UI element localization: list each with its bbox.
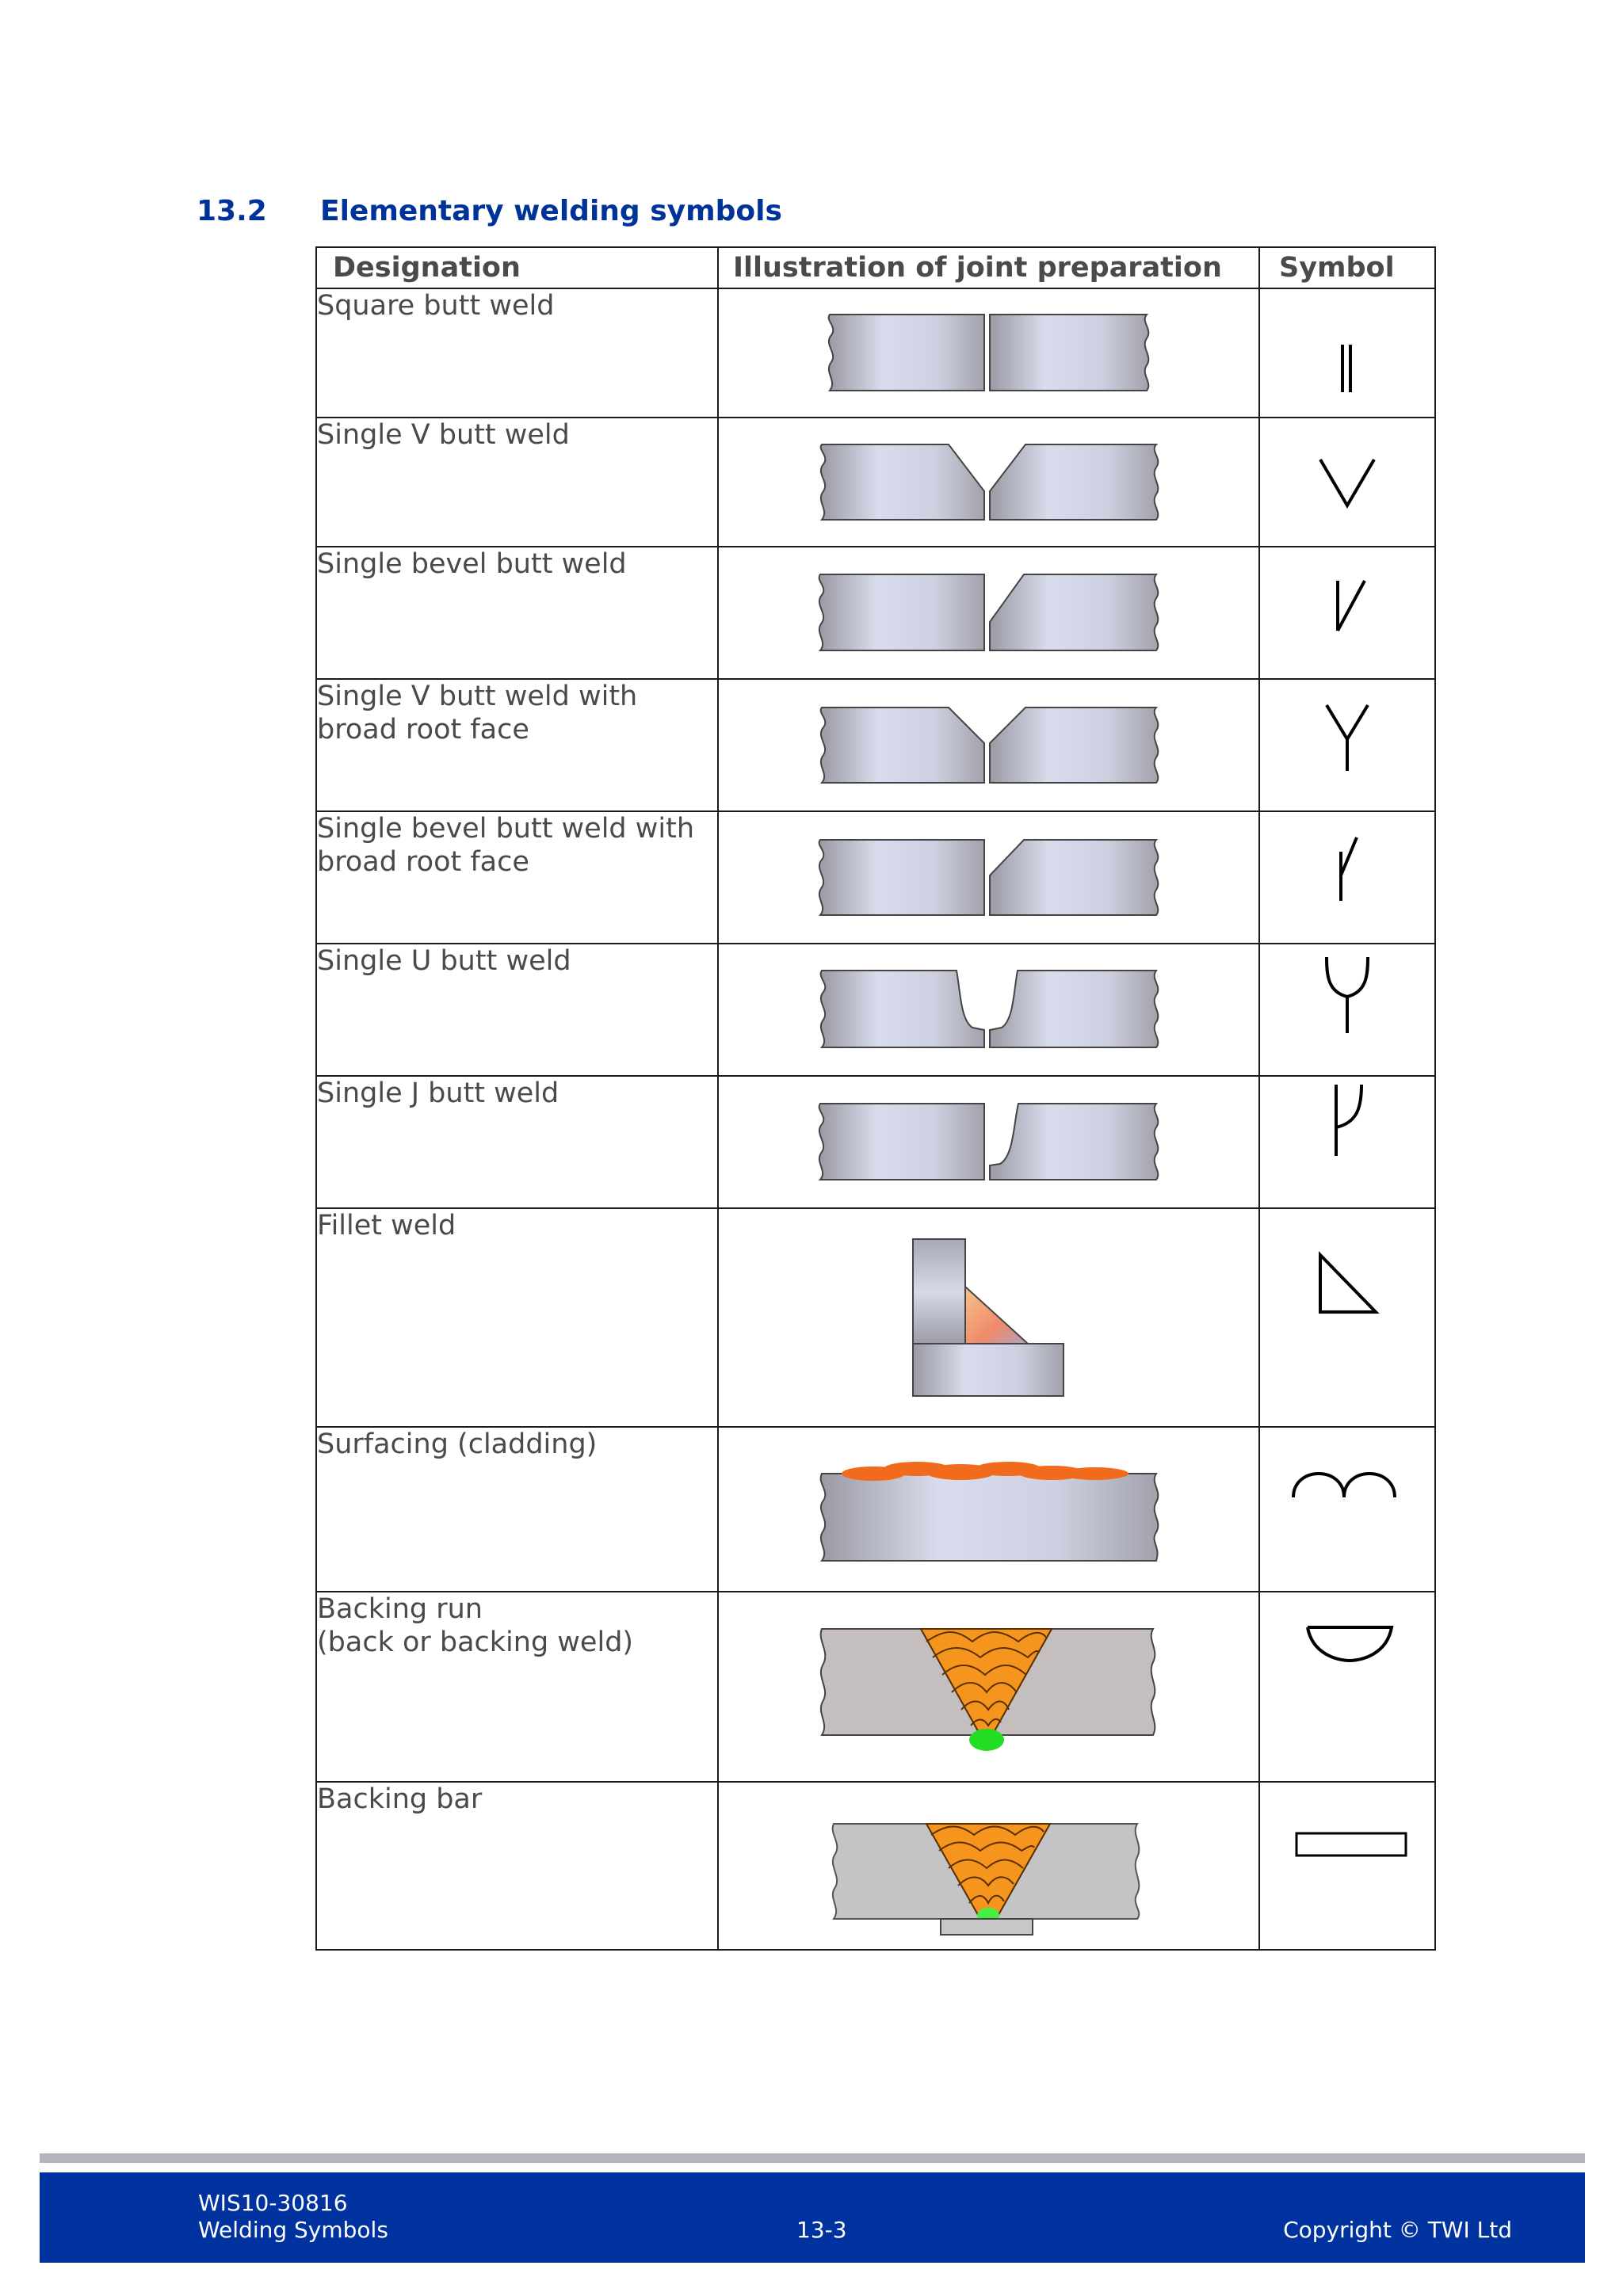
designation-cell bbox=[316, 679, 718, 811]
designation-cell bbox=[316, 1076, 718, 1208]
backing-run-plates bbox=[719, 1592, 1260, 1781]
fillet-weld-plates bbox=[719, 1209, 1260, 1426]
designation-cell bbox=[316, 547, 718, 679]
designation-text: Single V butt weld bbox=[317, 419, 570, 451]
symbol-cell bbox=[1259, 547, 1435, 679]
designation-cell bbox=[316, 1782, 718, 1950]
illustration-cell bbox=[718, 547, 1259, 679]
table-row bbox=[316, 811, 1435, 944]
designation-cell bbox=[316, 1208, 718, 1427]
table-header-row bbox=[316, 247, 1435, 288]
single-v-plates bbox=[719, 418, 1260, 546]
designation-text: Surfacing (cladding) bbox=[317, 1428, 598, 1460]
table-row bbox=[316, 418, 1435, 547]
single-u-symbol-icon bbox=[1260, 944, 1436, 1075]
designation-text: (back or backing weld) bbox=[317, 1627, 634, 1658]
section-heading bbox=[197, 195, 782, 227]
single-v-root-face-symbol-icon bbox=[1260, 680, 1436, 810]
illustration-cell bbox=[718, 1592, 1259, 1782]
backing-run-symbol-icon bbox=[1260, 1592, 1436, 1781]
designation-text: broad root face bbox=[317, 846, 529, 878]
fillet-symbol-icon bbox=[1260, 1209, 1436, 1426]
footer-copyright: Copyright © TWI Ltd bbox=[1283, 2217, 1512, 2243]
surfacing-symbol-icon bbox=[1260, 1428, 1436, 1591]
symbol-cell bbox=[1259, 1076, 1435, 1208]
backing-bar-symbol-icon bbox=[1260, 1783, 1436, 1949]
surfacing-plate bbox=[719, 1428, 1260, 1591]
single-v-root-face-plates bbox=[719, 680, 1260, 810]
section-number: 13.2 bbox=[197, 195, 267, 227]
illustration-cell bbox=[718, 1208, 1259, 1427]
single-v-symbol-icon bbox=[1260, 418, 1436, 546]
footer-divider-bar bbox=[40, 2153, 1585, 2163]
symbol-cell bbox=[1259, 288, 1435, 418]
single-bevel-symbol-icon bbox=[1260, 547, 1436, 678]
header-symbol: Symbol bbox=[1259, 247, 1435, 288]
table-row bbox=[316, 1592, 1435, 1782]
symbol-cell bbox=[1259, 1427, 1435, 1592]
symbol-cell bbox=[1259, 811, 1435, 944]
single-u-plates bbox=[719, 944, 1260, 1075]
footer-page-number: 13-3 bbox=[796, 2217, 847, 2243]
illustration-cell bbox=[718, 418, 1259, 547]
table-row bbox=[316, 288, 1435, 418]
designation-cell bbox=[316, 288, 718, 418]
designation-text: Backing run bbox=[317, 1593, 483, 1625]
welding-symbols-table bbox=[315, 246, 1436, 1951]
illustration-cell bbox=[718, 811, 1259, 944]
table-row bbox=[316, 1427, 1435, 1592]
designation-cell bbox=[316, 944, 718, 1076]
single-j-symbol-icon bbox=[1260, 1077, 1436, 1207]
single-bevel-root-face-plates bbox=[719, 812, 1260, 943]
designation-cell bbox=[316, 1427, 718, 1592]
illustration-cell bbox=[718, 944, 1259, 1076]
designation-text: Backing bar bbox=[317, 1783, 483, 1815]
section-title: Elementary welding symbols bbox=[320, 195, 782, 227]
designation-text: Single J butt weld bbox=[317, 1077, 559, 1109]
page-footer bbox=[40, 2172, 1585, 2263]
table-row bbox=[316, 1208, 1435, 1427]
footer-doc-title: Welding Symbols bbox=[198, 2217, 388, 2243]
footer-doc-id: WIS10-30816 bbox=[198, 2190, 348, 2216]
designation-cell bbox=[316, 811, 718, 944]
illustration-cell bbox=[718, 1076, 1259, 1208]
illustration-cell bbox=[718, 1427, 1259, 1592]
header-illustration: Illustration of joint preparation bbox=[718, 247, 1259, 288]
table-row bbox=[316, 1076, 1435, 1208]
single-j-plates bbox=[719, 1077, 1260, 1207]
designation-text: Fillet weld bbox=[317, 1210, 456, 1241]
square-butt-symbol-icon bbox=[1260, 289, 1436, 417]
symbol-cell bbox=[1259, 1208, 1435, 1427]
symbol-cell bbox=[1259, 1592, 1435, 1782]
designation-text: Single U butt weld bbox=[317, 945, 571, 977]
designation-text: Single V butt weld with bbox=[317, 681, 638, 712]
table-row bbox=[316, 944, 1435, 1076]
symbol-cell bbox=[1259, 418, 1435, 547]
designation-text: Square butt weld bbox=[317, 290, 555, 322]
single-bevel-root-face-symbol-icon bbox=[1260, 812, 1436, 943]
symbol-cell bbox=[1259, 944, 1435, 1076]
table-row bbox=[316, 547, 1435, 679]
designation-cell bbox=[316, 418, 718, 547]
table-row bbox=[316, 679, 1435, 811]
designation-text: broad root face bbox=[317, 714, 529, 746]
symbol-cell bbox=[1259, 1782, 1435, 1950]
designation-cell bbox=[316, 1592, 718, 1782]
illustration-cell bbox=[718, 288, 1259, 418]
single-bevel-plates bbox=[719, 547, 1260, 678]
backing-bar-plates bbox=[719, 1783, 1260, 1949]
header-designation: Designation bbox=[316, 247, 718, 288]
illustration-cell bbox=[718, 679, 1259, 811]
symbol-cell bbox=[1259, 679, 1435, 811]
designation-text: Single bevel butt weld bbox=[317, 548, 627, 580]
illustration-cell bbox=[718, 1782, 1259, 1950]
designation-text: Single bevel butt weld with bbox=[317, 813, 695, 845]
table-row bbox=[316, 1782, 1435, 1950]
square-butt-plates bbox=[719, 289, 1260, 417]
